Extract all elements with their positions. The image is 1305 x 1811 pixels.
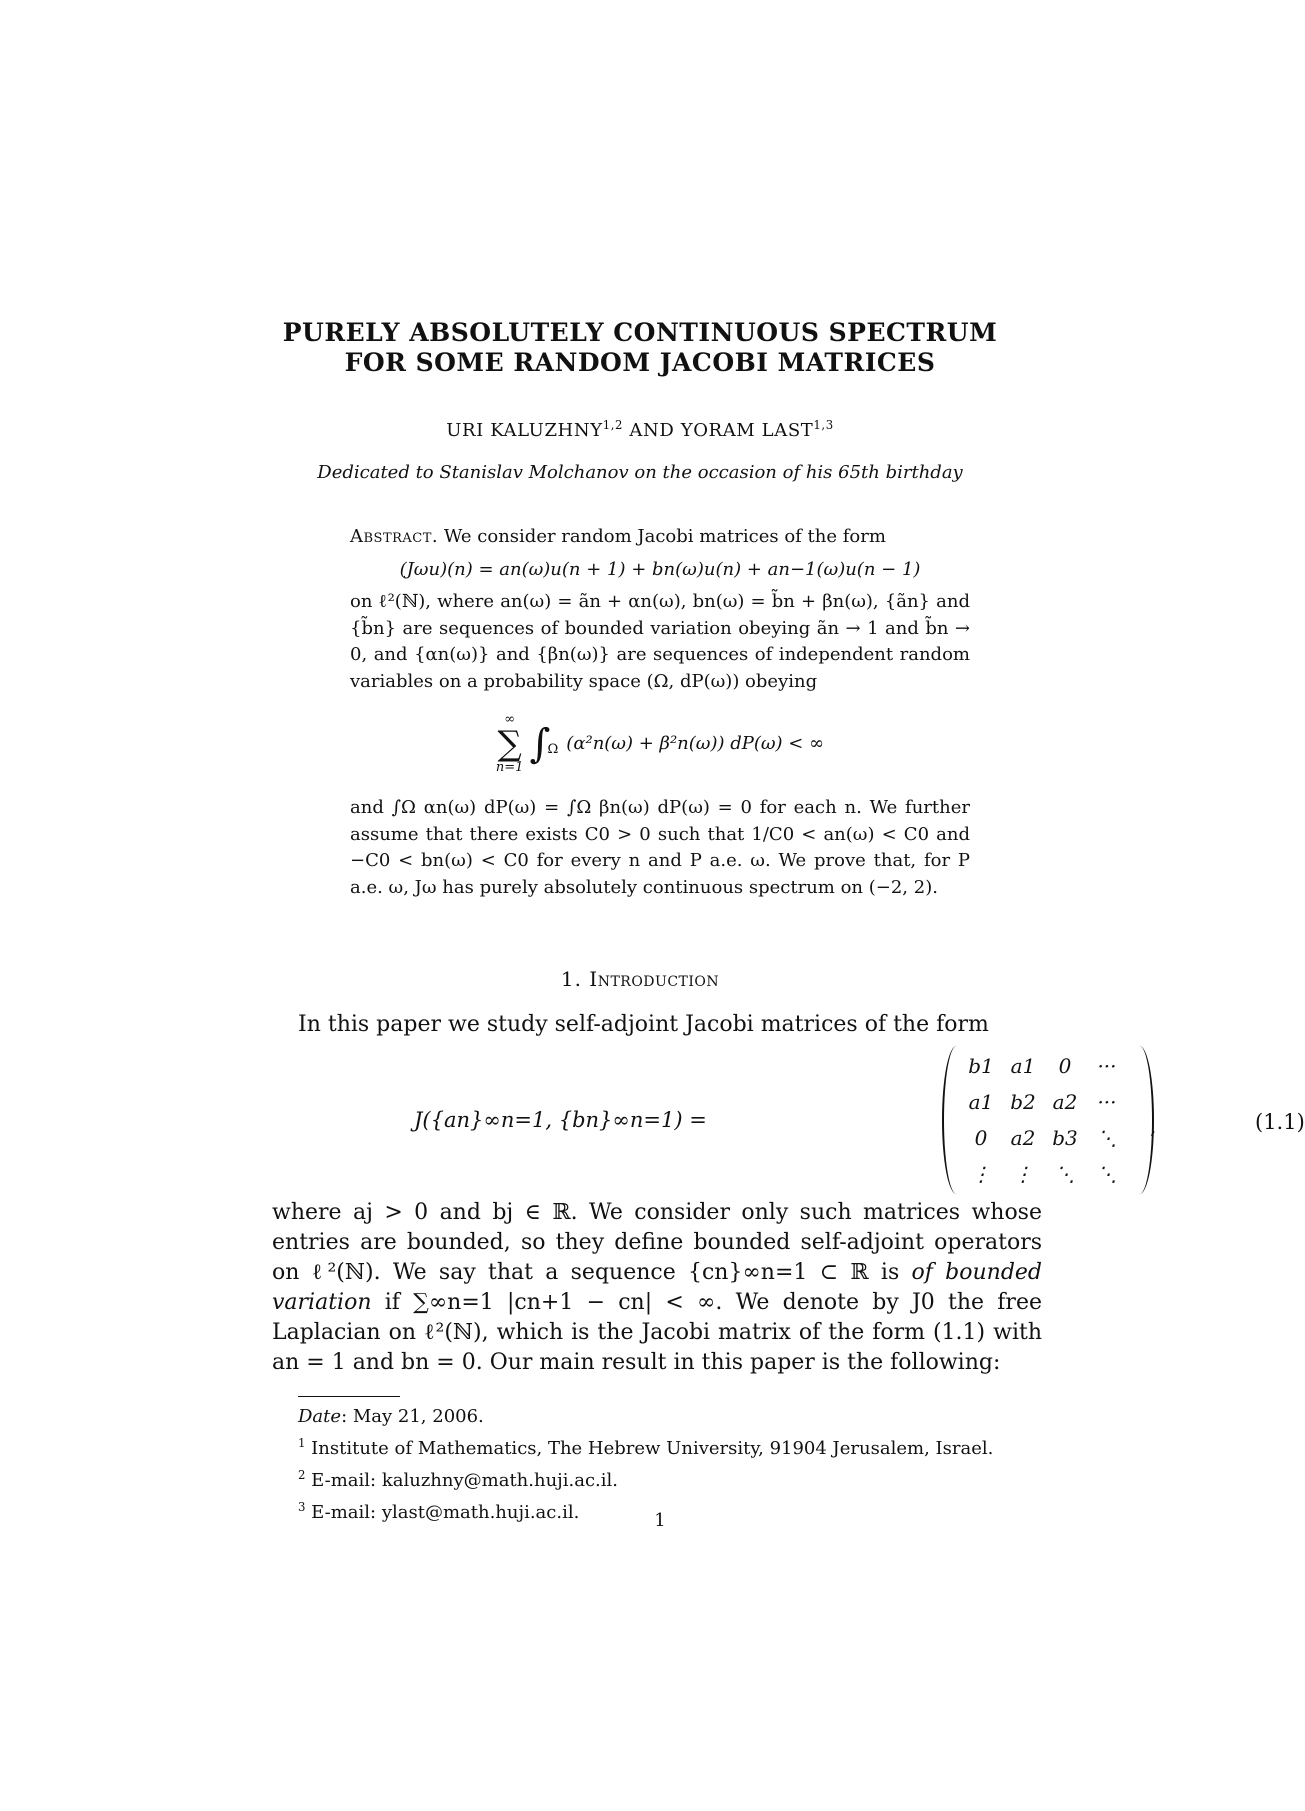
title-line-2: FOR SOME RANDOM JACOBI MATRICES	[344, 348, 936, 377]
emphasis-bounded-variation: of bounded variation	[272, 1260, 1043, 1315]
matrix-cell: ⋮	[971, 1162, 991, 1186]
matrix-cell: ···	[1097, 1090, 1117, 1114]
author-2-affiliation: 1,3	[813, 418, 834, 432]
abstract	[350, 524, 970, 901]
matrix-cell: b2	[1010, 1090, 1036, 1114]
section-heading	[240, 967, 1040, 991]
footnote-date	[298, 1404, 1058, 1430]
footnote-3-text: E-mail: ylast@math.huji.ac.il.	[311, 1502, 580, 1523]
section-number: 1.	[560, 967, 582, 991]
summability-condition-equation	[350, 703, 970, 785]
title-line-1: PURELY ABSOLUTELY CONTINUOUS SPECTRUM	[282, 318, 998, 347]
integral-domain: Ω	[547, 741, 559, 757]
sum-upper-limit: ∞	[504, 712, 516, 727]
footnote-3-mark: 3	[298, 1500, 306, 1514]
section-title: Introduction	[589, 967, 720, 991]
sum-symbol: ∑	[497, 724, 522, 764]
matrix-cell: ⋱	[1055, 1162, 1075, 1186]
abstract-text-3: and ∫Ω αn(ω) dP(ω) = ∫Ω βn(ω) dP(ω) = 0 for each n. We further assume that there exists C0 > 0 such that 1/C0 < an(ω) < C0 and −C0 < bn(ω) < C0 for every n and P a.e. ω. We prove that, for P a.e. ω, Jω has purely absolutely continuous spectrum on (−2, 2).	[350, 797, 970, 898]
equation-number: (1.1)	[1255, 1110, 1305, 1134]
integral-symbol: ∫	[529, 720, 551, 767]
abstract-label: Abstract.	[350, 526, 439, 547]
footnote-2-text: E-mail: kaluzhny@math.huji.ac.il.	[311, 1470, 619, 1491]
matrix-cell: b3	[1052, 1126, 1078, 1150]
integrand: (α²n(ω) + β²n(ω)) dP(ω) < ∞	[566, 732, 825, 754]
footnote-rule	[298, 1396, 400, 1397]
matrix-cell: a2	[1052, 1090, 1078, 1114]
matrix-cell: 0	[1058, 1054, 1072, 1078]
matrix-cell: ⋱	[1097, 1162, 1117, 1186]
date-label: Date	[298, 1406, 342, 1427]
intro-sentence: In this paper we study self-adjoint Jacobi matrices of the form	[298, 1012, 989, 1037]
footnote-1-mark: 1	[298, 1436, 306, 1450]
abstract-intro: We consider random Jacobi matrices of the form	[443, 526, 886, 547]
footnote-1	[298, 1430, 1058, 1462]
body-text-part-2: if ∑∞n=1 |cn+1 − cn| < ∞. We denote by J0 the free Laplacian on ℓ²(ℕ), which is the Jacobi matrix of the form (1.1) with an = 1 and bn = 0. Our main result in this paper is the following:	[272, 1290, 1042, 1375]
integral-operator	[529, 720, 559, 767]
matrix-lhs: J({an}∞n=1, {bn}∞n=1) =	[414, 1108, 707, 1132]
dedication: Dedicated to Stanislav Molchanov on the occasion of his 65th birthday	[317, 462, 963, 483]
author-1: URI KALUZHNY	[446, 420, 603, 441]
jacobi-matrix-equation	[270, 1046, 1305, 1198]
matrix-cell: 0	[974, 1126, 988, 1150]
matrix-cell: a2	[1010, 1126, 1036, 1150]
paper-title	[240, 318, 1040, 378]
matrix-cell: ⋮	[1013, 1162, 1033, 1186]
body-text-part-1: where aj > 0 and bj ∈ ℝ. We consider only such matrices whose entries are bounded, so they define bounded self-adjoint operators on ℓ²(ℕ). We say that a sequence {cn}∞n=1 ⊂ ℝ is	[272, 1200, 1042, 1285]
jacobi-operator-equation: (Jωu)(n) = an(ω)u(n + 1) + bn(ω)u(n) + an−1(ω)u(n − 1)	[399, 558, 921, 580]
body-paragraph	[272, 1198, 1042, 1378]
footnotes	[298, 1404, 1058, 1526]
sum-lower-limit: n=1	[495, 760, 524, 775]
footnote-1-text: Institute of Mathematics, The Hebrew University, 91904 Jerusalem, Israel.	[311, 1438, 994, 1459]
matrix-grid	[960, 1048, 1130, 1192]
date-value: : May 21, 2006.	[341, 1406, 484, 1427]
page-number: 1	[654, 1510, 666, 1531]
author-1-affiliation: 1,2	[602, 418, 624, 432]
author-conjunction: AND	[629, 420, 675, 441]
matrix-cell: b1	[968, 1054, 994, 1078]
author-2: YORAM LAST	[680, 420, 814, 441]
abstract-text-2: on ℓ²(ℕ), where an(ω) = ãn + αn(ω), bn(ω) = b̃n + βn(ω), {ãn} and {b̃n} are sequences of bounded variation obeying ãn → 1 and b̃n → 0, and {αn(ω)} and {βn(ω)} are sequences of independent random variables on a probability space (Ω, dP(ω)) obeying	[350, 591, 970, 692]
footnote-2	[298, 1462, 1058, 1494]
matrix-cell: ···	[1097, 1054, 1117, 1078]
matrix-cell: a1	[968, 1090, 994, 1114]
matrix-comma: ,	[1150, 1114, 1157, 1138]
matrix-cell: a1	[1010, 1054, 1036, 1078]
summation-operator	[496, 713, 524, 775]
footnote-2-mark: 2	[298, 1468, 306, 1482]
matrix-cell: ⋱	[1097, 1126, 1117, 1150]
author-list	[240, 418, 1040, 441]
